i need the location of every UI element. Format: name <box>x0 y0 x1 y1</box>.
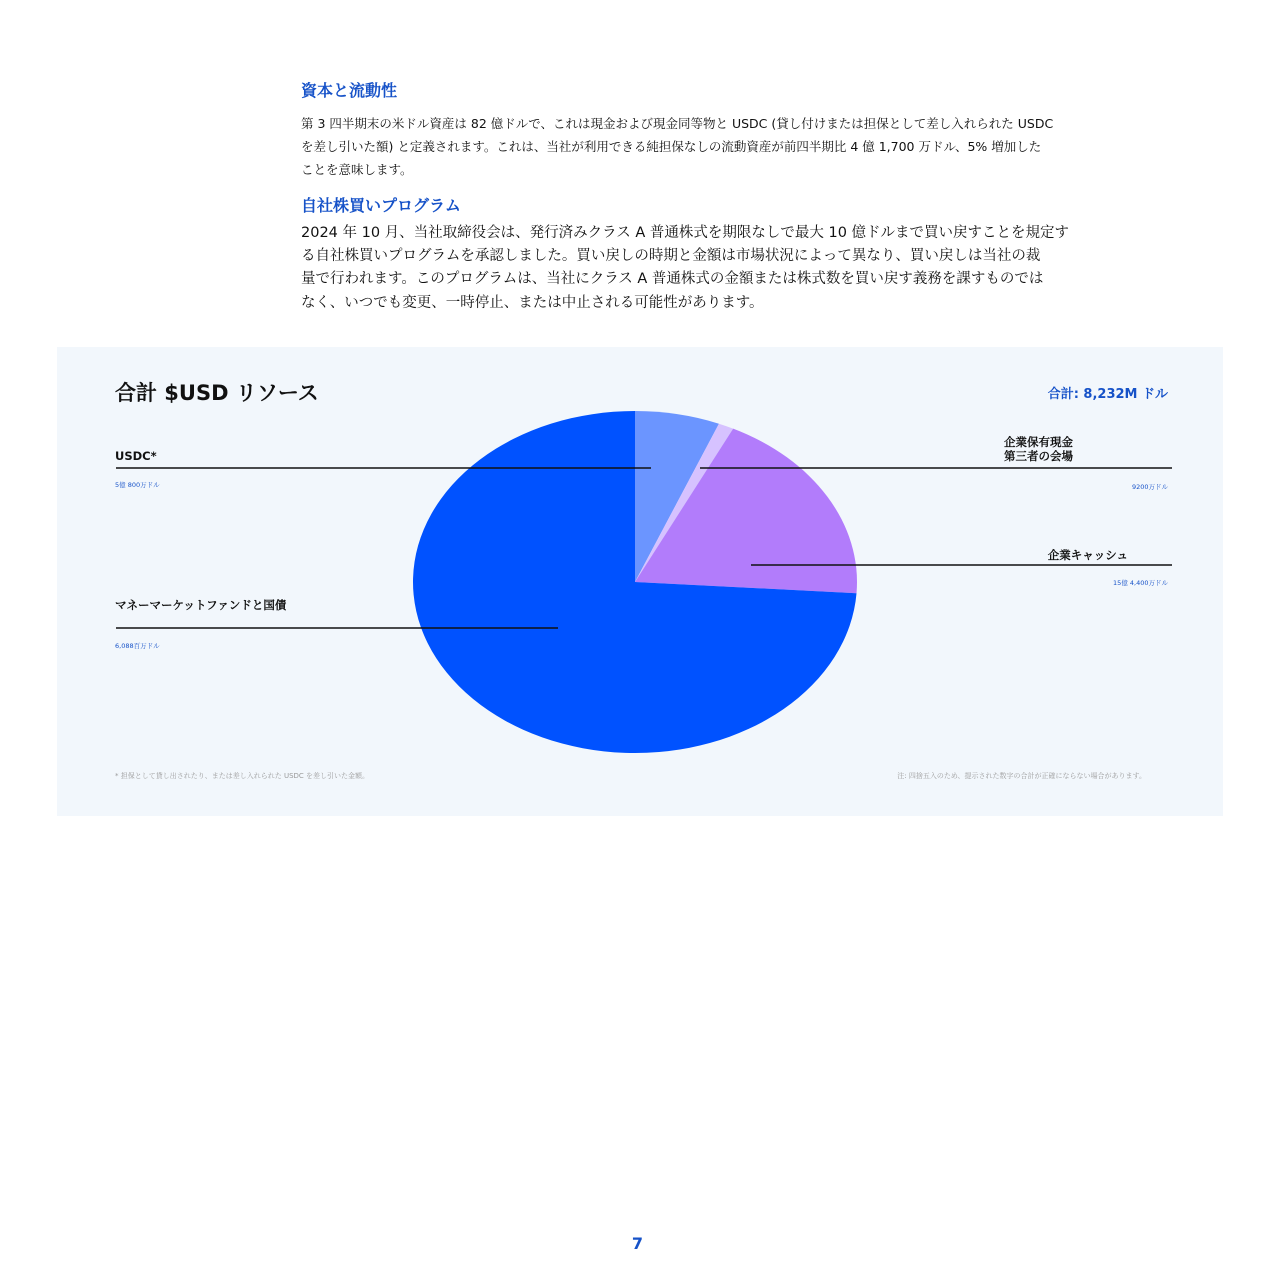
slice-label-mmf-treasuries: マネーマーケットファンドと国債 <box>115 598 287 612</box>
slice-value-third-party-cash: 9200万ドル <box>1131 483 1168 491</box>
slice-label-corporate-cash: 企業キャッシュ <box>1047 548 1128 562</box>
chart-total: 合計: 8,232M ドル <box>1047 387 1168 402</box>
paragraph-line: 第 3 四半期末の米ドル資産は 82 億ドルで、これは現金および現金同等物と USDC (貸し付けまたは担保として差し入れられた USDC <box>301 116 1054 131</box>
capital-liquidity-paragraph <box>301 112 1053 181</box>
usd-resources-chart-panel <box>57 347 1223 816</box>
capital-liquidity-heading: 資本と流動性 <box>301 81 398 100</box>
slice-label-usdc: USDC* <box>115 449 157 463</box>
paragraph-line: 2024 年 10 月、当社取締役会は、発行済みクラス A 普通株式を期限なしで最大 10 億ドルまで買い戻すことを規定す <box>301 225 1070 241</box>
chart-title: 合計 $USD リソース <box>115 381 319 405</box>
slice-value-corporate-cash: 15億 4,400万ドル <box>1113 579 1168 587</box>
footnote-left: * 担保として貸し出されたり、または差し入れられた USDC を差し引いた金額。 <box>115 772 370 780</box>
paragraph-line: ことを意味します。 <box>301 162 413 177</box>
slice-value-mmf-treasuries: 6,088百万ドル <box>115 642 160 650</box>
paragraph-line: なく、いつでも変更、一時停止、または中止される可能性があります。 <box>301 294 764 311</box>
footnote-right: 注: 四捨五入のため、提示された数字の合計が正確にならない場合があります。 <box>897 772 1146 780</box>
buyback-paragraph <box>301 222 1069 315</box>
paragraph-line: る自社株買いプログラムを承認しました。買い戻しの時期と金額は市場状況によって異なり、買い戻しは当社の裁 <box>301 248 1041 265</box>
paragraph-line: を差し引いた額) と定義されます。これは、当社が利用できる純担保なしの流動資産が前四半期比 4 億 1,700 万ドル、5% 増加した <box>301 139 1042 154</box>
slice-label-third-party-cash: 企業保有現金 第三者の会場 <box>1004 435 1073 463</box>
buyback-heading: 自社株買いプログラム <box>301 196 461 215</box>
slice-value-usdc: 5億 800万ドル <box>115 481 160 489</box>
page-number: 7 <box>631 1234 644 1253</box>
pie-chart <box>57 347 1223 816</box>
paragraph-line: 量で行われます。このプログラムは、当社にクラス A 普通株式の金額または株式数を買い戻す義務を課すものでは <box>301 271 1044 288</box>
